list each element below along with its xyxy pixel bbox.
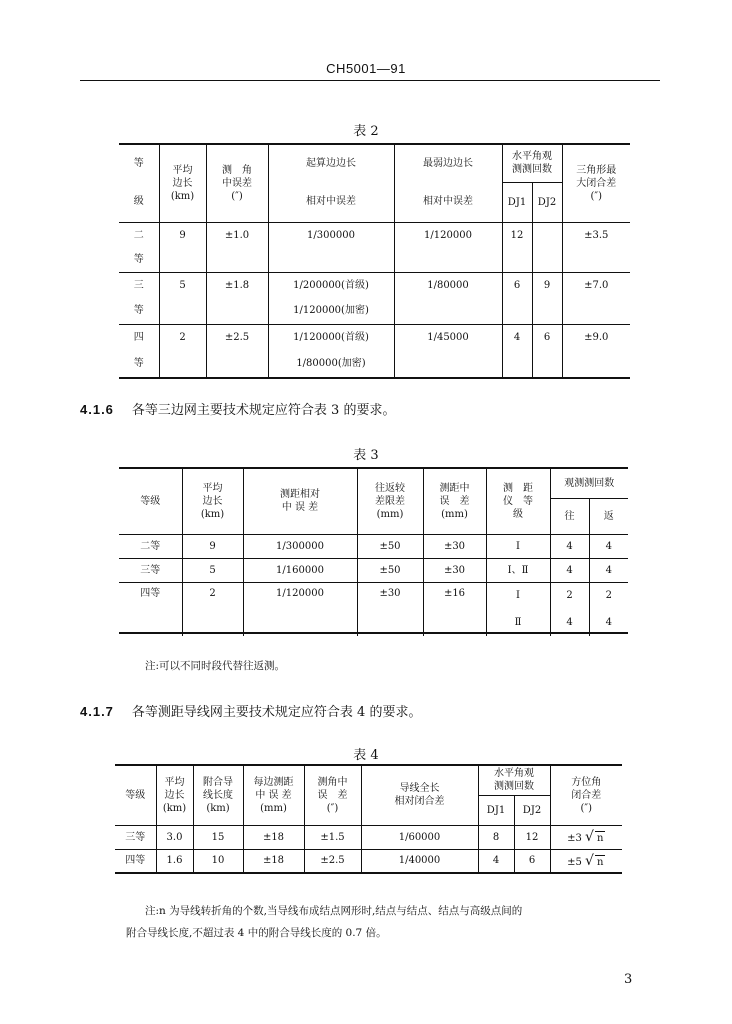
sqrt-icon: √ xyxy=(585,852,594,869)
t3-row-rel-error: 1/160000 xyxy=(243,558,357,582)
t4-attach-length-header: 附合导 线长度 (km) xyxy=(193,765,243,825)
table4-note-line1: 注:n 为导线转折角的个数,当导线布成结点网形时,结点与结点、结点与高级点间的 xyxy=(145,905,523,917)
t2-grade-header-bottom: 级 xyxy=(133,196,144,208)
t2-row-grade-suffix: 等 xyxy=(119,350,159,378)
table2-caption: 表 2 xyxy=(353,124,379,139)
t3-row-grade: 四等 xyxy=(119,582,182,636)
t3-row-dist-error: ±16 xyxy=(423,582,486,636)
t2-row-closure: ±7.0 xyxy=(562,272,630,324)
t2-row-closure: ±9.0 xyxy=(562,324,630,378)
t3-row-dist-error: ±30 xyxy=(423,534,486,558)
t2-dj1-header: DJ1 xyxy=(502,182,532,222)
t4-row-side: 1.6 xyxy=(156,849,193,873)
t3-row-rel-error: 1/120000 xyxy=(243,582,357,636)
t2-row-grade: 三 xyxy=(119,272,159,298)
t4-row-length: 10 xyxy=(193,849,243,873)
t3-row-round-trip: ±50 xyxy=(357,558,423,582)
t3-row-dist-error: ±30 xyxy=(423,558,486,582)
t4-grade-header: 等级 xyxy=(115,765,156,825)
t2-row-grade: 四 xyxy=(119,324,159,350)
t3-row-back-2: 4 xyxy=(589,608,628,636)
t3-avg-side-header: 平均 边长 (km) xyxy=(182,468,243,534)
t2-row-closure: ±3.5 xyxy=(562,222,630,272)
t2-row-side: 5 xyxy=(159,272,206,324)
t3-row-grade: 二等 xyxy=(119,534,182,558)
t4-row-side-error: ±18 xyxy=(243,825,304,849)
table4-caption: 表 4 xyxy=(353,748,379,763)
t3-row-go: 4 xyxy=(550,558,589,582)
t3-row-back: 4 xyxy=(589,558,628,582)
t2-row-grade-suffix: 等 xyxy=(133,305,144,317)
t3-row-instrument-2: Ⅱ xyxy=(486,608,550,636)
header-rule xyxy=(80,80,660,81)
table3-caption: 表 3 xyxy=(353,448,379,463)
page-number: 3 xyxy=(624,972,633,987)
t2-start-side-subheader: 相对中误差 xyxy=(268,182,394,222)
t2-row-dj2: 9 xyxy=(532,272,562,324)
t4-row-azimuth-coef: ±5 xyxy=(567,856,582,868)
t3-go-header: 往 xyxy=(550,498,589,534)
table3-note: 注:可以不同时段代替往返测。 xyxy=(145,660,286,672)
t3-row-side: 9 xyxy=(182,534,243,558)
t2-row-dj2: 6 xyxy=(532,324,562,378)
t2-bottom-rule xyxy=(119,377,630,379)
t3-row-go-2: 4 xyxy=(550,608,589,636)
t2-row-weak-side: 1/45000 xyxy=(394,324,502,378)
t2-row-side: 2 xyxy=(159,324,206,378)
t4-row-side-error: ±18 xyxy=(243,849,304,873)
t2-row-dj1: 4 xyxy=(502,324,532,378)
t4-row-dj1: 8 xyxy=(478,825,514,849)
t2-row-weak-side: 1/80000 xyxy=(394,272,502,324)
t3-round-trip-header: 往返较 差限差 (mm) xyxy=(357,468,423,534)
t4-total-length-header: 导线全长 相对闭合差 xyxy=(361,765,478,825)
t2-row-grade: 二 xyxy=(119,222,159,248)
clause-4-1-6-text: 各等三边网主要技术规定应符合表 3 的要求。 xyxy=(131,403,396,418)
clause-4-1-7-text: 各等测距导线网主要技术规定应符合表 4 的要求。 xyxy=(131,705,422,720)
t2-grade-header-top: 等 xyxy=(119,144,159,182)
t2-row-angle-error: ±1.8 xyxy=(206,272,268,324)
t3-row-side: 2 xyxy=(182,582,243,636)
standard-code: CH5001—91 xyxy=(326,61,406,76)
t4-row-azimuth-var: n xyxy=(596,856,604,868)
t3-row-side: 5 xyxy=(182,558,243,582)
t2-angle-error-header: 测 角 中误差 (″) xyxy=(206,144,268,222)
t4-row-length: 15 xyxy=(193,825,243,849)
t3-row-go: 4 xyxy=(550,534,589,558)
clause-4-1-7 xyxy=(80,701,421,720)
t3-row-back: 4 xyxy=(589,534,628,558)
t3-back-header: 返 xyxy=(589,498,628,534)
t4-row-azimuth-coef: ±3 xyxy=(567,832,582,844)
t2-triangle-closure-header: 三角形最 大闭合差 (″) xyxy=(562,144,630,222)
table4 xyxy=(115,764,622,874)
t4-hz-angle-group-header: 水平角观 测测回数 xyxy=(478,765,550,795)
t4-row-azimuth-var: n xyxy=(596,832,604,844)
t3-row-instrument: Ⅰ、Ⅱ xyxy=(486,558,550,582)
t4-row-total: 1/40000 xyxy=(361,849,478,873)
t2-row-dj1: 12 xyxy=(502,222,532,272)
t4-row-angle-error: ±1.5 xyxy=(304,825,361,849)
t4-row-grade: 四等 xyxy=(115,849,156,873)
t2-row-start-side: 1/120000(首级) xyxy=(268,324,394,350)
t2-row-start-side: 1/200000(首级) xyxy=(268,272,394,298)
t3-row-rel-error: 1/300000 xyxy=(243,534,357,558)
t2-weak-side-header: 最弱边边长 xyxy=(394,144,502,182)
t2-row-side: 9 xyxy=(159,222,206,272)
t4-row-angle-error: ±2.5 xyxy=(304,849,361,873)
t2-row-start-side-2 xyxy=(268,248,394,272)
t2-row-start-side-2: 1/80000(加密) xyxy=(268,350,394,378)
t4-row-azimuth xyxy=(550,825,622,849)
t3-rel-error-header: 测距相对 中 误 差 xyxy=(243,468,357,534)
table2 xyxy=(119,143,630,379)
t2-avg-side-header: 平均 边长 (km) xyxy=(159,144,206,222)
t4-azimuth-closure-header: 方位角 闭合差 (″) xyxy=(550,765,622,825)
t3-row-back: 2 xyxy=(589,582,628,608)
t2-row-angle-error: ±1.0 xyxy=(206,222,268,272)
t2-row-start-side: 1/300000 xyxy=(268,222,394,248)
t4-side-error-header: 每边测距 中 误 差 (mm) xyxy=(243,765,304,825)
t4-avg-side-header: 平均 边长 (km) xyxy=(156,765,193,825)
t2-row-dj2 xyxy=(532,222,562,272)
t4-row-dj2: 6 xyxy=(514,849,550,873)
t2-dj2-header: DJ2 xyxy=(532,182,562,222)
t3-row-go: 2 xyxy=(550,582,589,608)
t2-row-dj1: 6 xyxy=(502,272,532,324)
t4-row-azimuth xyxy=(550,849,622,873)
t2-row-angle-error: ±2.5 xyxy=(206,324,268,378)
t2-start-side-header: 起算边边长 xyxy=(268,144,394,182)
t4-row-side: 3.0 xyxy=(156,825,193,849)
clause-4-1-6 xyxy=(80,399,395,418)
t4-row-dj1: 4 xyxy=(478,849,514,873)
t3-row-instrument: Ⅰ xyxy=(486,534,550,558)
table4-note-line2: 附合导线长度,不超过表 4 中的附合导线长度的 0.7 倍。 xyxy=(126,927,387,939)
t2-row-grade-suffix: 等 xyxy=(133,254,144,266)
table3 xyxy=(119,467,628,636)
t4-dj1-header: DJ1 xyxy=(478,795,514,825)
t4-angle-error-header: 测角中 误 差 (″) xyxy=(304,765,361,825)
t4-row-dj2: 12 xyxy=(514,825,550,849)
t2-weak-side-subheader: 相对中误差 xyxy=(394,182,502,222)
t3-row-instrument: Ⅰ xyxy=(486,582,550,608)
t4-dj2-header: DJ2 xyxy=(514,795,550,825)
t3-row-grade: 三等 xyxy=(119,558,182,582)
clause-4-1-6-number: 4.1.6 xyxy=(80,402,114,417)
t3-grade-header: 等级 xyxy=(119,468,182,534)
t4-row-grade: 三等 xyxy=(115,825,156,849)
t4-row-total: 1/60000 xyxy=(361,825,478,849)
t3-row-round-trip: ±50 xyxy=(357,534,423,558)
t2-hz-angle-group-header: 水平角观 测测回数 xyxy=(502,144,562,182)
sqrt-icon: √ xyxy=(585,828,594,845)
t3-dist-error-header: 测距中 误 差 (mm) xyxy=(423,468,486,534)
t3-row-round-trip: ±30 xyxy=(357,582,423,636)
t3-instrument-grade-header: 测 距 仪 等 级 xyxy=(486,468,550,534)
t3-observation-group-header: 观测测回数 xyxy=(550,468,628,498)
t3-bottom-rule xyxy=(119,632,628,634)
t2-row-weak-side: 1/120000 xyxy=(394,222,502,272)
t2-row-start-side-2: 1/120000(加密) xyxy=(268,298,394,324)
clause-4-1-7-number: 4.1.7 xyxy=(80,704,114,719)
